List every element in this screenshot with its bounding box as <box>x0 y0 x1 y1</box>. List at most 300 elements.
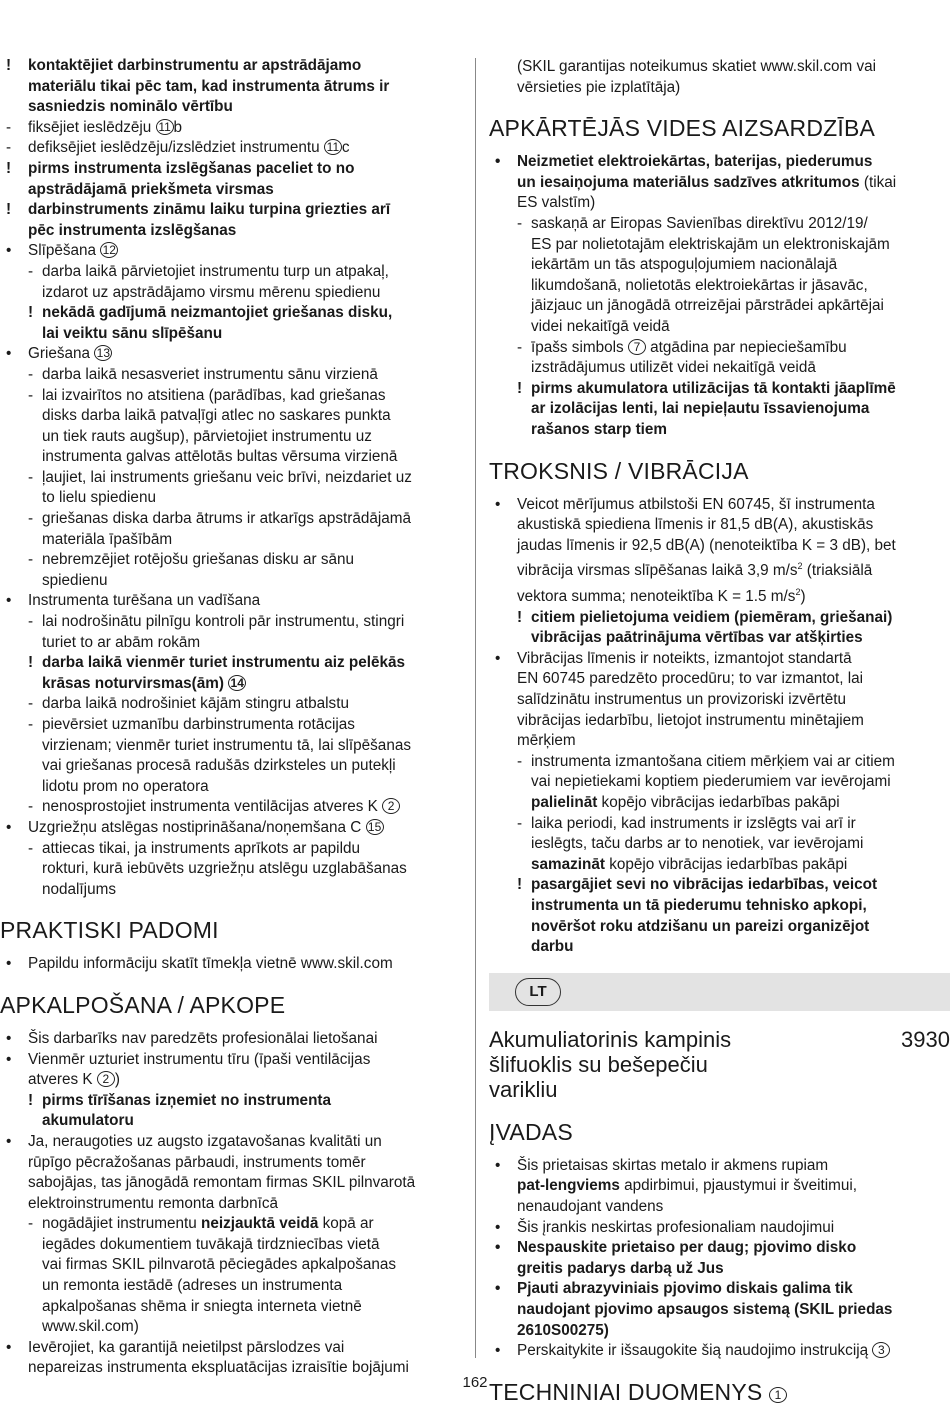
figure-reference-number: 11 <box>324 139 342 155</box>
dash-marker: - <box>28 716 34 733</box>
text-line <box>0 488 466 509</box>
line-text: fiksējiet ieslēdzēju <box>28 118 156 136</box>
line-text: citiem pielietojuma veidiem (piemēram, griešanai) <box>531 608 893 626</box>
text-line <box>489 834 950 855</box>
text-line <box>489 1279 950 1300</box>
text-line <box>0 653 466 674</box>
line-text: un iesaiņojuma materiālus sadzīves atkritumos <box>517 173 860 191</box>
line-text: vai griešanas procesā radušās dzirksteles un putekļi <box>42 757 396 775</box>
line-text: www.skil.com) <box>42 1318 139 1336</box>
line-text: (SKIL garantijas noteikumus skatiet www.skil.com vai <box>517 58 877 75</box>
line-text: vektora summa; nenoteiktība K = 1.5 m/s <box>517 588 796 606</box>
text-line <box>489 855 950 876</box>
line-text: apkalpošanas shēma ir sniegta interneta vietnē <box>42 1297 362 1315</box>
line-text: Papildu informāciju skatīt tīmekļa vietnē www.skil.com <box>28 955 393 973</box>
text-line <box>489 608 950 629</box>
bullet-marker: • <box>495 1342 501 1360</box>
line-text: Šis darbarīks nav paredzēts profesionālai lietošanai <box>28 1029 378 1047</box>
line-text-after: ) <box>800 588 806 606</box>
text-line <box>0 200 466 221</box>
text-line <box>0 571 466 592</box>
text-line <box>0 694 466 715</box>
line-text: izdarot uz apstrādājamo virsmu mērenu spiedienu <box>42 283 381 301</box>
text-line <box>489 1300 950 1321</box>
line-text: defiksējiet ieslēdzēju/izslēdziet instrumentu <box>28 139 324 157</box>
figure-reference-number: 13 <box>94 345 112 361</box>
line-text: lidotu prom no operatora <box>42 777 209 795</box>
bullet-marker: • <box>6 818 12 836</box>
line-text: ES par nolietotajām elektriskajām un elektroniskajām <box>531 235 890 253</box>
line-text: kontaktējiet darbinstrumentu ar apstrādājamo <box>28 57 362 74</box>
text-line <box>0 954 466 975</box>
text-line <box>0 1214 466 1235</box>
text-line <box>0 241 466 262</box>
warning-marker: ! <box>28 304 34 322</box>
bold-text: pat-lengviems <box>517 1177 620 1195</box>
text-line <box>0 1194 466 1215</box>
text-line <box>0 406 466 427</box>
text-line <box>0 77 466 98</box>
line-text: Perskaitykite ir išsaugokite šią naudojimo instrukciją <box>517 1342 873 1360</box>
line-text: nenaudojant vandens <box>517 1197 664 1215</box>
line-text: darba laikā vienmēr turiet instrumentu aiz pelēkās <box>42 654 406 672</box>
line-text: griešanas diska darba ātrums ir atkarīgs apstrādājamā <box>42 510 412 528</box>
figure-reference-number: 2 <box>382 798 400 814</box>
text-line <box>0 1173 466 1194</box>
line-text: ļaujiet, lai instruments griešanu veic brīvi, neizdariet uz <box>42 468 412 486</box>
text-line <box>0 715 466 736</box>
line-text: likumdošanā, nolietotās elektroiekārtas ir jāsavāc, <box>531 276 868 294</box>
text-line <box>489 235 950 256</box>
product-title-line: šlifuoklis su bešepečiu <box>489 1051 708 1077</box>
line-text: materiālu tikai pēc tam, kad instrumenta ātrums ir <box>28 77 390 95</box>
warning-marker: ! <box>28 654 34 672</box>
line-text: nodalījums <box>42 880 116 898</box>
figure-reference-number: 7 <box>628 339 646 355</box>
line-text: APKĀRTĒJĀS VIDES AIZSARDZĪBA <box>489 115 876 142</box>
line-text: attiecas tikai, ja instruments aprīkots ar papildu <box>42 839 360 857</box>
warning-marker: ! <box>6 159 12 177</box>
text-line <box>489 536 950 557</box>
line-text-after: (tikai <box>859 173 897 191</box>
figure-reference-number: 3 <box>872 1342 890 1358</box>
text-line <box>0 324 466 345</box>
bullet-marker: • <box>6 1132 12 1150</box>
right-column-top <box>489 57 950 958</box>
text-line <box>489 628 950 649</box>
dash-marker: - <box>28 365 34 383</box>
line-text: lai nodrošinātu pilnīgu kontroli pār instrumentu, stingri <box>42 613 405 631</box>
text-line <box>489 358 950 379</box>
text-line <box>489 1238 950 1259</box>
text-line <box>0 633 466 654</box>
line-text: vibrācija virsmas slīpēšanas laikā 3,9 m/s <box>517 562 798 580</box>
text-line <box>489 57 950 78</box>
line-text: nebremzējiet rotējošu griešanas disku ar sānu <box>42 551 355 569</box>
line-text: Vienmēr uzturiet instrumentu tīru (īpaši ventilācijas <box>28 1050 371 1068</box>
text-line <box>0 1235 466 1256</box>
dash-marker: - <box>28 839 34 857</box>
text-line <box>0 756 466 777</box>
text-line <box>489 669 950 690</box>
product-title-line: Akumuliatorinis kampinis <box>489 1026 732 1052</box>
line-text: darba laikā pārvietojiet instrumentu turp un atpakaļ, <box>42 262 389 280</box>
line-text: krāsas noturvirsmas(ām) <box>42 674 229 692</box>
line-text: ĮVADAS <box>489 1118 573 1145</box>
line-text: darba laikā nodrošiniet kājām stingru atbalstu <box>42 695 349 713</box>
line-text: izstrādājumus utilizēt videi nekaitīgā veidā <box>531 359 816 377</box>
text-line <box>489 420 950 441</box>
text-line <box>0 839 466 860</box>
text-line <box>0 283 466 304</box>
text-line <box>489 556 950 582</box>
line-text: Veicot mērījumus atbilstoši EN 60745, šī instrumenta <box>517 495 875 513</box>
line-text: jaudas līmenis ir 92,5 dB(A) (nenoteiktība K = 3 dB), bet <box>517 536 896 554</box>
line-text: nepareizas instrumenta ekspluatācijas izraisītie bojājumi <box>28 1359 409 1377</box>
line-text: lai izvairītos no atsitiena (parādības, kad griešanas <box>42 386 386 404</box>
line-text: lai veiktu sānu slīpēšanu <box>42 324 223 342</box>
product-title <box>489 1027 950 1102</box>
line-text: īpašs simbols <box>531 338 628 356</box>
bullet-marker: • <box>495 495 501 513</box>
line-text: pasargājiet sevi no vibrācijas iedarbības, veicot <box>531 876 878 894</box>
text-line <box>0 97 466 118</box>
line-text: turiet to ar abām rokām <box>42 633 201 651</box>
language-bar <box>489 973 950 1011</box>
bold-text: samazināt <box>531 855 605 873</box>
text-line <box>0 1029 466 1050</box>
text-line <box>489 711 950 732</box>
text-line <box>489 515 950 536</box>
text-line <box>489 772 950 793</box>
text-line <box>0 262 466 283</box>
line-text-after: c <box>341 139 350 157</box>
line-text: to lielu spiedienu <box>42 489 156 507</box>
text-line <box>0 1255 466 1276</box>
warning-marker: ! <box>28 1091 34 1109</box>
bullet-marker: • <box>6 1029 12 1047</box>
section-heading <box>0 991 466 1019</box>
line-text: APKALPOŠANA / APKOPE <box>0 991 286 1018</box>
text-line <box>0 1050 466 1071</box>
line-text: Uzgriežņu atslēgas nostiprināšana/noņemšana C <box>28 818 366 836</box>
text-line <box>0 1297 466 1318</box>
text-line <box>0 818 466 839</box>
bullet-marker: • <box>6 345 12 363</box>
line-text: pirms instrumenta izslēgšanas paceliet to no <box>28 159 355 177</box>
dash-marker: - <box>28 695 34 713</box>
figure-reference-number: 2 <box>97 1071 115 1087</box>
dash-marker: - <box>28 551 34 569</box>
bullet-marker: • <box>6 1338 12 1356</box>
line-text: vai firmas SKIL pilnvarotā pēciegādes apkalpošanas <box>42 1256 397 1274</box>
dash-marker: - <box>28 613 34 631</box>
line-text-after: kopā ar <box>318 1215 374 1233</box>
line-text: pievērsiet uzmanību darbinstrumenta rotācijas <box>42 716 355 733</box>
line-text: ieslēgts, taču darbs ar to nenotiek, var ievērojami <box>531 835 864 853</box>
line-text: Šis įrankis neskirtas profesionaliam naudojimui <box>517 1218 835 1236</box>
warning-marker: ! <box>6 57 12 74</box>
text-line <box>0 138 466 159</box>
dash-marker: - <box>28 1215 34 1233</box>
line-text: un tiek rauts augšup), pārvietojiet instrumentu uz <box>42 427 372 445</box>
text-line <box>489 495 950 516</box>
line-text-after: b <box>173 118 183 136</box>
text-line <box>489 896 950 917</box>
text-line <box>0 1317 466 1338</box>
line-text: akumulatoru <box>42 1112 134 1130</box>
text-line <box>489 379 950 400</box>
text-line <box>0 1070 466 1091</box>
dash-marker: - <box>517 214 523 232</box>
text-line <box>0 1276 466 1297</box>
figure-reference-number: 14 <box>228 675 246 691</box>
text-line <box>0 303 466 324</box>
text-line <box>0 777 466 798</box>
section-heading <box>0 916 466 944</box>
text-line <box>489 731 950 752</box>
text-line <box>489 649 950 670</box>
line-text: darba laikā nesasveriet instrumentu sānu virzienā <box>42 365 378 383</box>
line-text: saskaņā ar Eiropas Savienības direktīvu 2012/19/ <box>531 214 868 232</box>
text-line <box>489 255 950 276</box>
text-line <box>0 468 466 489</box>
dash-marker: - <box>28 386 34 404</box>
line-text: naudojant pjovimo apsaugos sistemą (SKIL priedas <box>517 1300 893 1318</box>
warning-marker: ! <box>517 379 523 397</box>
line-text: vibrācijas paātrinājuma vērtības var atšķirties <box>531 629 863 647</box>
line-text: EN 60745 paredzēto procedūru; to var izmantot, lai <box>517 670 864 688</box>
text-line <box>0 221 466 242</box>
text-line <box>489 814 950 835</box>
text-line <box>489 276 950 297</box>
dash-marker: - <box>517 752 523 770</box>
superscript: 2 <box>797 561 803 572</box>
text-line <box>0 1132 466 1153</box>
line-text: 2610S00275) <box>517 1321 609 1339</box>
bullet-marker: • <box>495 153 501 171</box>
text-line <box>0 1153 466 1174</box>
text-line <box>489 937 950 958</box>
line-text: spiedienu <box>42 571 108 589</box>
text-line <box>0 365 466 386</box>
line-text: materiāla īpašībām <box>42 530 173 548</box>
bullet-marker: • <box>495 1280 501 1298</box>
text-line <box>489 1341 950 1362</box>
line-text: Slīpēšana <box>28 242 101 260</box>
text-line <box>0 736 466 757</box>
dash-marker: - <box>6 139 12 157</box>
text-line <box>0 1338 466 1359</box>
line-text-after: (triaksiālā <box>802 562 873 580</box>
line-text: jāizjauc un jānogādā otrreizējai pārstrādei apkārtējai <box>531 297 884 315</box>
text-line <box>489 173 950 194</box>
dash-marker: - <box>28 468 34 486</box>
text-line <box>0 386 466 407</box>
line-text-after: atgādina par nepieciešamību <box>645 338 847 356</box>
line-text: instrumenta izmantošana citiem mērķiem vai ar citiem <box>531 752 895 770</box>
column-divider <box>475 58 476 1358</box>
text-line <box>0 674 466 695</box>
line-text: TROKSNIS / VIBRĀCIJA <box>489 457 749 484</box>
line-text: virzienam; vienmēr turiet instrumentu tā, lai slīpēšanas <box>42 736 411 754</box>
text-line <box>489 1197 950 1218</box>
line-text: ar izolācijas lenti, lai nepieļautu īssavienojuma <box>531 400 870 418</box>
text-line <box>489 875 950 896</box>
line-text: darbu <box>531 938 574 956</box>
text-line <box>489 317 950 338</box>
text-line <box>489 582 950 608</box>
bullet-marker: • <box>495 649 501 667</box>
dash-marker: - <box>28 798 34 816</box>
section-heading <box>489 114 950 142</box>
bold-text: palielināt <box>531 794 598 811</box>
line-text: instrumenta galvas attēlotās bultas vērsuma virzienā <box>42 448 398 466</box>
text-line <box>0 859 466 880</box>
text-line <box>489 152 950 173</box>
line-text: rūpīgo pēcražošanas pārbaudi, instruments tomēr <box>28 1153 366 1171</box>
text-line <box>489 1156 950 1177</box>
warning-marker: ! <box>517 608 523 626</box>
right-column <box>489 57 950 1416</box>
line-text: salīdzinātu instrumentus un provizoriski izvērtētu <box>517 691 847 709</box>
dash-marker: - <box>28 510 34 528</box>
text-line <box>0 1091 466 1112</box>
line-text: iegādes dokumentiem tuvākajā tirdzniecības vietā <box>42 1235 380 1253</box>
section-heading <box>489 457 950 485</box>
line-text: Ievērojiet, ka garantijā neietilpst pārslodzes vai <box>28 1338 345 1356</box>
product-number: 3930 <box>901 1026 950 1052</box>
language-badge: LT <box>515 978 561 1006</box>
line-text: nenosprostojiet instrumenta ventilācijas atveres K <box>42 798 383 816</box>
bullet-marker: • <box>495 1239 501 1257</box>
bullet-marker: • <box>6 1050 12 1068</box>
line-text: elektroinstrumentu remonta darbnīcā <box>28 1194 278 1212</box>
text-line <box>0 447 466 468</box>
line-text: TECHNINIAI DUOMENYS <box>489 1378 770 1405</box>
line-text: PRAKTISKI PADOMI <box>0 917 219 944</box>
line-text: Nespauskite prietaiso per daug; pjovimo disko <box>517 1239 857 1257</box>
line-text: videi nekaitīgā veidā <box>531 317 670 335</box>
text-line <box>0 118 466 139</box>
line-text: vai nepietiekami koptiem piederumiem var ievērojami <box>531 773 891 791</box>
right-column-bottom <box>489 1118 950 1406</box>
figure-reference-number: 15 <box>366 819 384 835</box>
line-text-after: kopējo vibrācijas iedarbības pakāpi <box>597 794 840 811</box>
text-line <box>0 1111 466 1132</box>
left-column <box>0 56 466 1379</box>
line-text: pirms tīrīšanas izņemiet no instrumenta <box>42 1091 332 1109</box>
text-line <box>0 427 466 448</box>
line-text: vibrācijas iedarbību, lietojot instrumentu minētajiem <box>517 711 864 729</box>
line-text: mērķiem <box>517 732 576 750</box>
warning-marker: ! <box>517 876 523 894</box>
line-text: Neizmetiet elektroiekārtas, baterijas, piederumus <box>517 153 873 171</box>
text-line <box>0 612 466 633</box>
bullet-marker: • <box>495 1218 501 1236</box>
line-text: Instrumenta turēšana un vadīšana <box>28 592 261 610</box>
bullet-marker: • <box>6 242 12 260</box>
dash-marker: - <box>517 338 523 356</box>
text-line <box>489 338 950 359</box>
line-text: disks darba laikā patvaļīgi atlec no saskares punkta <box>42 407 391 425</box>
text-line <box>0 797 466 818</box>
text-line <box>489 214 950 235</box>
figure-reference-number: 11 <box>156 119 174 135</box>
line-text: greitis padarys darbą už Jus <box>517 1259 724 1277</box>
line-text: laika periodi, kad instruments ir izslēgts vai arī ir <box>531 814 856 832</box>
line-text: Šis prietaisas skirtas metalo ir akmens rupiam <box>517 1156 829 1174</box>
bullet-marker: • <box>6 955 12 973</box>
line-text: Vibrācijas līmenis ir noteikts, izmantojot standartā <box>517 649 852 667</box>
line-text: iekārtām un tās atspoguļojumiem nacionālajā <box>531 256 838 274</box>
superscript: 2 <box>795 586 801 597</box>
text-line <box>489 917 950 938</box>
line-text: un remonta iestādē (adreses un instrumenta <box>42 1277 343 1295</box>
line-text: darbinstruments zināmu laiku turpina griezties arī <box>28 201 391 219</box>
page-number: 162 <box>462 1374 488 1391</box>
text-line <box>489 399 950 420</box>
text-line <box>489 1321 950 1342</box>
line-text: akustiskā spiediena līmenis ir 81,5 dB(A), akustiskās <box>517 516 874 534</box>
line-text: sasniedzis nominālo vērtību <box>28 98 233 116</box>
line-text: rašanos starp tiem <box>531 420 668 438</box>
line-text: Ja, neraugoties uz augsto izgatavošanas kvalitāti un <box>28 1132 382 1150</box>
text-line <box>0 880 466 901</box>
line-text: nogādājiet instrumentu <box>42 1215 202 1233</box>
line-text: instrumenta un tā piederumu tehnisko apkopi, <box>531 896 867 914</box>
bold-text: neizjauktā veidā <box>201 1215 319 1233</box>
line-text: Griešana <box>28 345 95 363</box>
line-text: nekādā gadījumā neizmantojiet griešanas disku, <box>42 304 393 322</box>
text-line <box>0 180 466 201</box>
line-text: sabojājas, tas jānogādā remontam firmas SKIL pilnvarotā <box>28 1174 416 1192</box>
line-text: pēc instrumenta izslēgšanas <box>28 221 237 239</box>
line-text: ES valstīm) <box>517 194 596 212</box>
text-line <box>0 550 466 571</box>
dash-marker: - <box>28 262 34 280</box>
line-text: rokturi, kurā iebūvēts uzgriežņu atslēgu uzglabāšanas <box>42 860 407 878</box>
dash-marker: - <box>517 814 523 832</box>
line-text-after: ) <box>114 1071 120 1089</box>
product-title-line: varikliu <box>489 1076 558 1102</box>
line-text: atveres K <box>28 1071 97 1089</box>
warning-marker: ! <box>6 201 12 219</box>
text-line <box>489 1218 950 1239</box>
text-line <box>0 509 466 530</box>
line-text: vērsieties pie izplatītāja) <box>517 78 681 96</box>
text-line <box>0 591 466 612</box>
bullet-marker: • <box>6 592 12 610</box>
text-line <box>489 752 950 773</box>
text-line <box>0 344 466 365</box>
line-text-after: apdirbimui, pjaustymui ir šveitimui, <box>619 1177 858 1195</box>
dash-marker: - <box>6 118 12 136</box>
text-line <box>489 793 950 814</box>
line-text: apstrādājamā priekšmeta virsmas <box>28 180 274 198</box>
line-text: Pjauti abrazyviniais pjovimo diskais galima tik <box>517 1280 853 1298</box>
section-heading <box>489 1118 950 1146</box>
line-text: novēršot roku atdzišanu un pareizi organizējot <box>531 917 870 935</box>
line-text-after: kopējo vibrācijas iedarbības pakāpi <box>604 855 848 873</box>
text-line <box>489 1176 950 1197</box>
figure-reference-number: 12 <box>100 242 118 258</box>
text-line <box>0 530 466 551</box>
text-line <box>489 78 950 99</box>
text-line <box>489 690 950 711</box>
text-line <box>0 159 466 180</box>
text-line <box>489 296 950 317</box>
